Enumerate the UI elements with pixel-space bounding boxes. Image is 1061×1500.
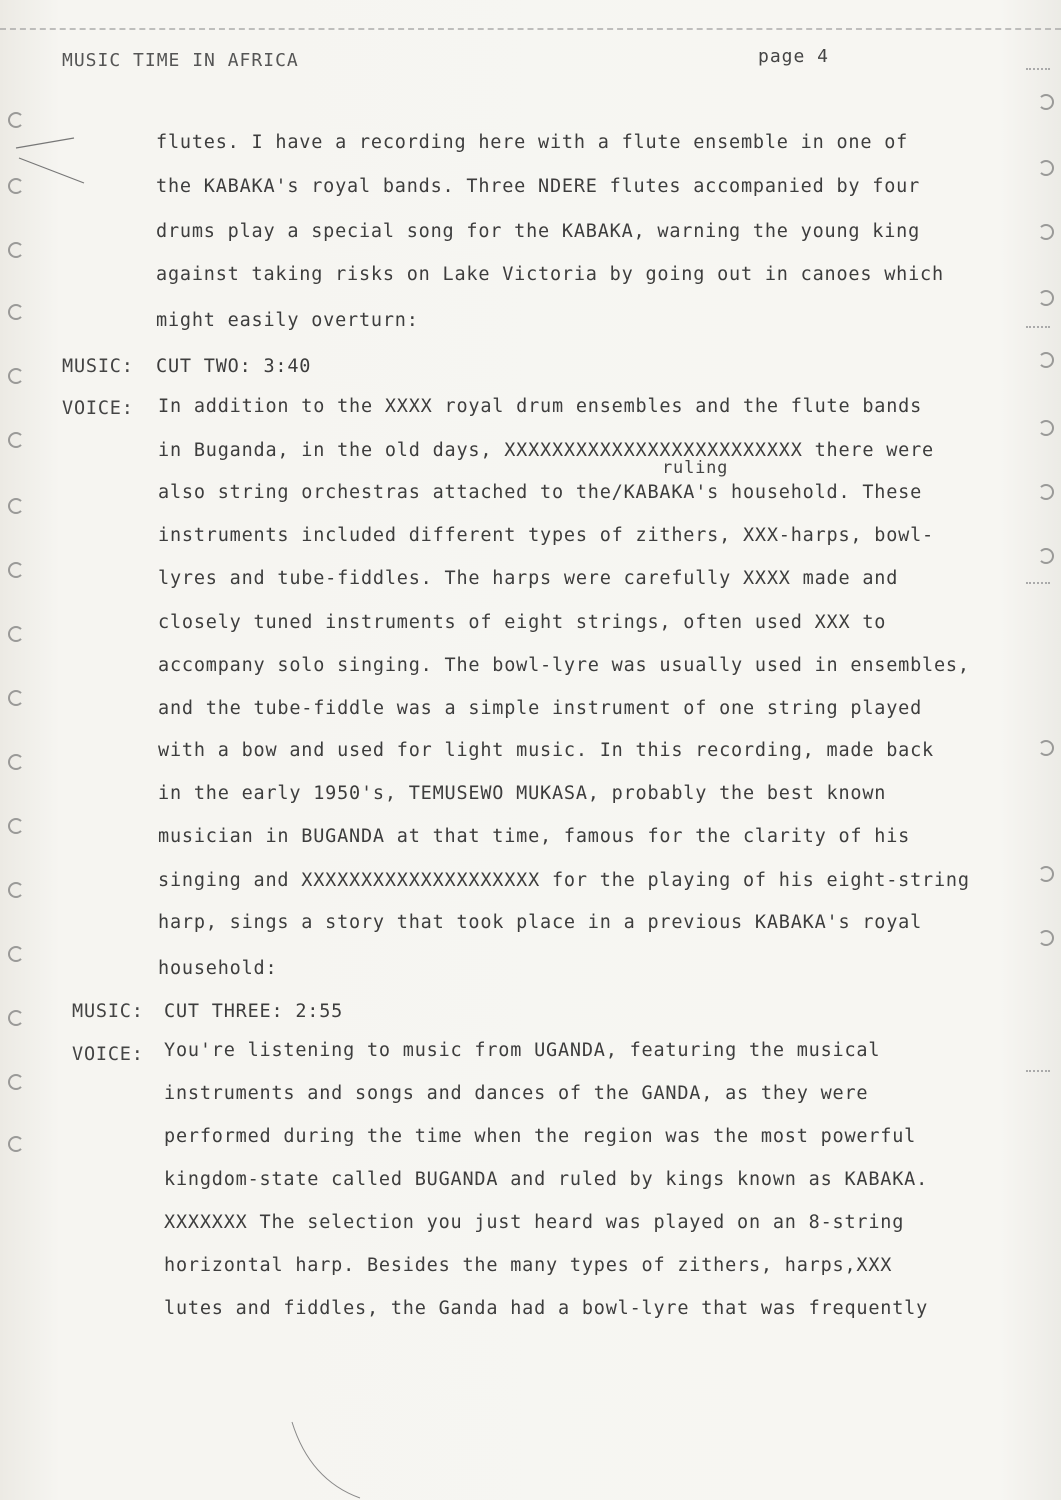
- margin-tick: [1026, 1070, 1050, 1072]
- cue-label: MUSIC:: [72, 1001, 144, 1022]
- binder-hole-icon: [1038, 160, 1054, 176]
- text-line: kingdom-state called BUGANDA and ruled by kings known as KABAKA.: [164, 1169, 929, 1190]
- binder-hole-icon: [1038, 94, 1054, 110]
- text-line: lyres and tube-fiddles. The harps were carefully XXXX made and: [158, 568, 899, 589]
- text-line: against taking risks on Lake Victoria by going out in canoes which: [156, 264, 944, 285]
- text-line: with a bow and used for light music. In this recording, made back: [158, 740, 934, 761]
- text-line: lutes and fiddles, the Ganda had a bowl-lyre that was frequently: [164, 1298, 929, 1319]
- binder-hole-icon: [8, 818, 24, 834]
- binder-hole-icon: [8, 242, 24, 258]
- cue-text: CUT THREE: 2:55: [164, 1001, 344, 1022]
- text-line: horizontal harp. Besides the many types of zithers, harps,XXX: [164, 1255, 893, 1276]
- binder-hole-icon: [1038, 420, 1054, 436]
- binder-hole-icon: [1038, 224, 1054, 240]
- binder-hole-icon: [8, 304, 24, 320]
- text-line: performed during the time when the region was the most powerful: [164, 1126, 917, 1147]
- binder-hole-icon: [8, 498, 24, 514]
- binder-hole-icon: [1038, 484, 1054, 500]
- text-line: the KABAKA's royal bands. Three NDERE flutes accompanied by four: [156, 176, 921, 197]
- binder-hole-icon: [1038, 930, 1054, 946]
- text-line: drums play a special song for the KABAKA, warning the young king: [156, 221, 921, 242]
- pen-mark-icon: [14, 128, 94, 188]
- binder-hole-icon: [8, 882, 24, 898]
- margin-tick: [1026, 68, 1050, 70]
- handwritten-insert: ruling: [662, 458, 729, 478]
- text-line: and the tube-fiddle was a simple instrument of one string played: [158, 698, 923, 719]
- text-line: in the early 1950's, TEMUSEWO MUKASA, probably the best known: [158, 783, 887, 804]
- binder-hole-icon: [1038, 352, 1054, 368]
- cue-text: CUT TWO: 3:40: [156, 356, 312, 377]
- binder-hole-icon: [8, 112, 24, 128]
- text-line: closely tuned instruments of eight strings, often used XXX to: [158, 612, 887, 633]
- binder-hole-icon: [8, 626, 24, 642]
- cue-label: VOICE:: [62, 398, 134, 419]
- binder-hole-icon: [8, 946, 24, 962]
- text-line: might easily overturn:: [156, 310, 419, 331]
- cue-label: MUSIC:: [62, 356, 134, 377]
- text-line: singing and XXXXXXXXXXXXXXXXXXXX for the playing of his eight-string: [158, 870, 970, 891]
- text-line: accompany solo singing. The bowl-lyre was usually used in ensembles,: [158, 655, 970, 676]
- text-line: harp, sings a story that took place in a previous KABAKA's royal: [158, 912, 923, 933]
- text-line: musician in BUGANDA at that time, famous for the clarity of his: [158, 826, 911, 847]
- text-line: You're listening to music from UGANDA, featuring the musical: [164, 1040, 881, 1061]
- pen-mark-icon: [290, 1420, 370, 1500]
- binder-hole-icon: [8, 368, 24, 384]
- binder-hole-icon: [1038, 740, 1054, 756]
- text-line: also string orchestras attached to the/KABAKA's household. These: [158, 482, 923, 503]
- top-edge-line: [0, 28, 1061, 30]
- margin-tick: [1026, 582, 1050, 584]
- text-line: In addition to the XXXX royal drum ensembles and the flute bands: [158, 396, 923, 417]
- text-line: flutes. I have a recording here with a flute ensemble in one of: [156, 132, 909, 153]
- binder-hole-icon: [1038, 866, 1054, 882]
- binder-hole-icon: [8, 1074, 24, 1090]
- text-line: in Buganda, in the old days, XXXXXXXXXXXXXXXXXXXXXXXXX there were: [158, 440, 934, 461]
- binder-hole-icon: [8, 1136, 24, 1152]
- margin-tick: [1026, 326, 1050, 328]
- document-title: MUSIC TIME IN AFRICA: [62, 50, 299, 71]
- binder-hole-icon: [8, 1010, 24, 1026]
- binder-hole-icon: [1038, 548, 1054, 564]
- cue-label: VOICE:: [72, 1044, 144, 1065]
- binder-hole-icon: [1038, 290, 1054, 306]
- text-line: instruments and songs and dances of the GANDA, as they were: [164, 1083, 869, 1104]
- text-line: XXXXXXX The selection you just heard was played on an 8-string: [164, 1212, 905, 1233]
- binder-hole-icon: [8, 690, 24, 706]
- binder-hole-icon: [8, 754, 24, 770]
- text-line: household:: [158, 958, 278, 979]
- binder-hole-icon: [8, 432, 24, 448]
- text-line: instruments included different types of zithers, XXX-harps, bowl-: [158, 525, 934, 546]
- page-number: page 4: [758, 46, 830, 67]
- binder-hole-icon: [8, 562, 24, 578]
